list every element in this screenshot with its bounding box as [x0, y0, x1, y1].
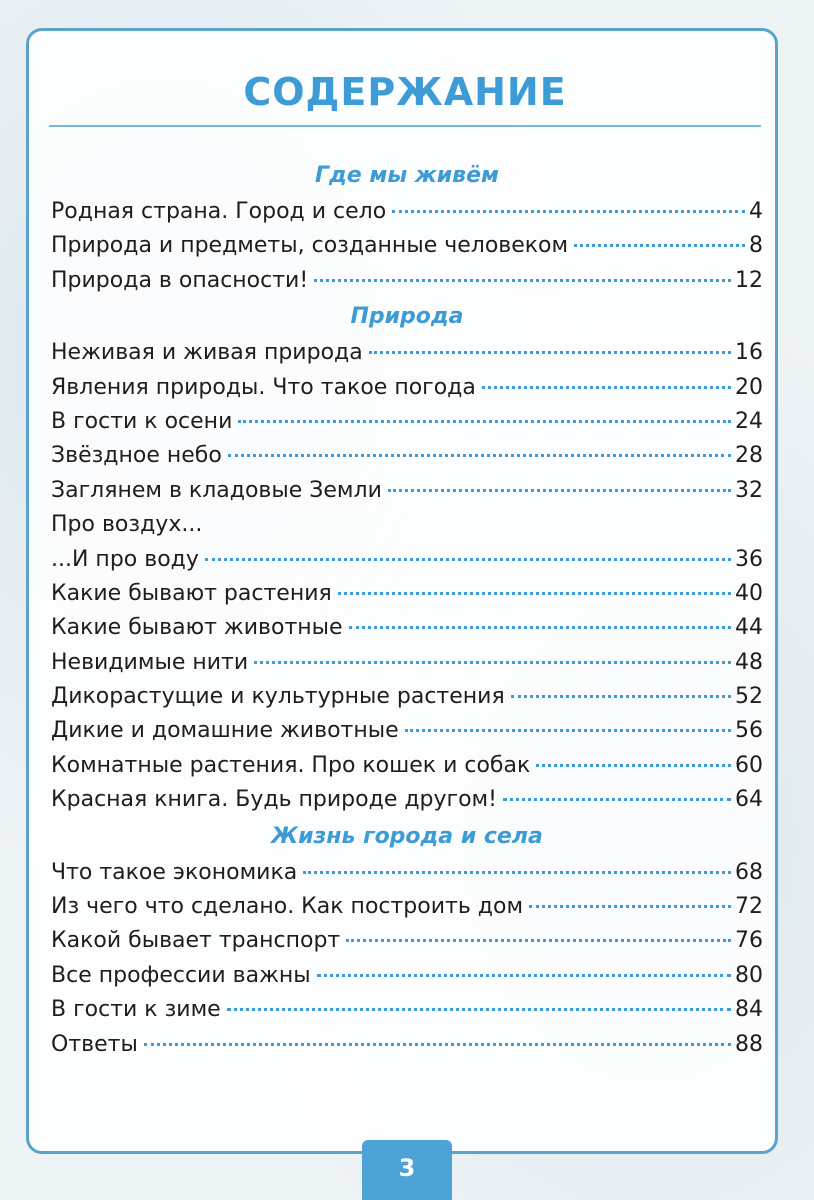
toc-entry-page: 80	[735, 962, 763, 988]
toc-entry	[51, 439, 763, 473]
dot-leader	[238, 420, 731, 423]
toc-entry	[51, 714, 763, 748]
toc-entry	[51, 680, 763, 714]
dot-leader	[349, 626, 731, 629]
toc-entry-page: 56	[735, 718, 763, 744]
dot-leader	[314, 279, 731, 282]
dot-leader	[503, 798, 731, 801]
toc-entry-page: 84	[735, 997, 763, 1023]
toc-entry	[51, 336, 763, 370]
toc-entry	[51, 577, 763, 611]
toc-entry-page: 24	[735, 408, 763, 434]
title-divider	[49, 125, 761, 127]
page-title: СОДЕРЖАНИЕ	[243, 70, 567, 114]
toc-entry-title: Комнатные растения. Про кошек и собак	[51, 752, 531, 778]
toc-entry-title: Какие бывают животные	[51, 615, 343, 641]
toc-entry-title: Про воздух...	[51, 512, 203, 538]
dot-leader	[369, 351, 731, 354]
table-of-contents	[51, 157, 763, 1062]
toc-entry	[51, 856, 763, 890]
dot-leader	[511, 695, 731, 698]
toc-entry	[51, 195, 763, 229]
toc-entry-title: Дикие и домашние животные	[51, 718, 399, 744]
toc-entry	[51, 508, 763, 542]
toc-entry-title: Все профессии важны	[51, 962, 311, 988]
dot-leader	[338, 592, 731, 595]
toc-entry-page: 48	[735, 649, 763, 675]
dot-leader	[405, 729, 731, 732]
toc-entry-title: ...И про воду	[51, 546, 199, 572]
toc-entry-page: 44	[735, 615, 763, 641]
toc-entry-title: Какой бывает транспорт	[51, 928, 341, 954]
toc-entry	[51, 371, 763, 405]
dot-leader	[227, 1008, 731, 1011]
page-number: 3	[398, 1154, 416, 1182]
toc-entry-page: 8	[749, 233, 763, 259]
dot-leader	[254, 661, 731, 664]
toc-entry-title: Из чего что сделано. Как построить дом	[51, 894, 524, 920]
dot-leader	[482, 386, 731, 389]
toc-entry-page: 40	[735, 580, 763, 606]
toc-entry-title: Родная страна. Город и село	[51, 199, 387, 224]
toc-entry-page: 28	[735, 443, 763, 469]
toc-entry	[51, 264, 763, 298]
dot-leader	[392, 210, 745, 213]
toc-entry-title: Неживая и живая природа	[51, 340, 363, 366]
toc-entry	[51, 783, 763, 817]
section-heading: Природа	[350, 304, 464, 330]
toc-entry	[51, 924, 763, 958]
toc-entry	[51, 611, 763, 645]
dot-leader	[536, 764, 731, 767]
dot-leader	[228, 454, 731, 457]
section-heading: Жизнь города и села	[271, 823, 543, 849]
section-heading: Где мы живём	[314, 163, 500, 188]
toc-entry-page: 36	[735, 546, 763, 572]
toc-entry-title: Красная книга. Будь природе другом!	[51, 787, 497, 813]
contents-frame	[26, 28, 778, 1154]
toc-entry-title: Дикорастущие и культурные растения	[51, 684, 505, 710]
toc-entry-title: Невидимые нити	[51, 649, 249, 675]
toc-entry-title: Явления природы. Что такое погода	[51, 374, 476, 400]
toc-entry	[51, 474, 763, 508]
toc-entry-page: 76	[735, 928, 763, 954]
toc-entry	[51, 959, 763, 993]
toc-entry-title: В гости к осени	[51, 408, 233, 434]
toc-entry-title: В гости к зиме	[51, 997, 221, 1023]
toc-entry	[51, 646, 763, 680]
toc-entry-page: 52	[735, 684, 763, 710]
dot-leader	[303, 871, 731, 874]
toc-entry-title: Природа и предметы, созданные человеком	[51, 233, 569, 259]
toc-entry-page: 4	[749, 199, 763, 224]
dot-leader	[529, 905, 731, 908]
toc-entry-page: 20	[735, 374, 763, 400]
toc-entry-title: Что такое экономика	[51, 859, 298, 885]
toc-entry-title: Звёздное небо	[51, 443, 222, 469]
toc-entry-title: Ответы	[51, 1031, 138, 1057]
dot-leader	[388, 489, 731, 492]
toc-entry-title: Природа в опасности!	[51, 267, 309, 293]
page-number-tab	[362, 1140, 452, 1200]
dot-leader	[317, 974, 731, 977]
toc-entry-page: 72	[735, 894, 763, 920]
toc-entry-page: 68	[735, 859, 763, 885]
dot-leader	[346, 939, 731, 942]
toc-entry-page: 16	[735, 340, 763, 366]
toc-entry-title: Заглянем в кладовые Земли	[51, 477, 382, 503]
dot-leader	[144, 1043, 731, 1046]
toc-entry	[51, 229, 763, 263]
toc-entry	[51, 543, 763, 577]
toc-entry	[51, 749, 763, 783]
toc-entry-title: Какие бывают растения	[51, 580, 332, 606]
toc-entry-page: 60	[735, 752, 763, 778]
toc-entry	[51, 1028, 763, 1062]
toc-entry	[51, 890, 763, 924]
dot-leader	[205, 558, 731, 561]
toc-entry-page: 12	[735, 267, 763, 293]
dot-leader	[574, 244, 745, 247]
toc-entry	[51, 993, 763, 1027]
toc-entry	[51, 405, 763, 439]
toc-entry-page: 64	[735, 787, 763, 813]
toc-entry-page: 88	[735, 1031, 763, 1057]
toc-entry-page: 32	[735, 477, 763, 503]
